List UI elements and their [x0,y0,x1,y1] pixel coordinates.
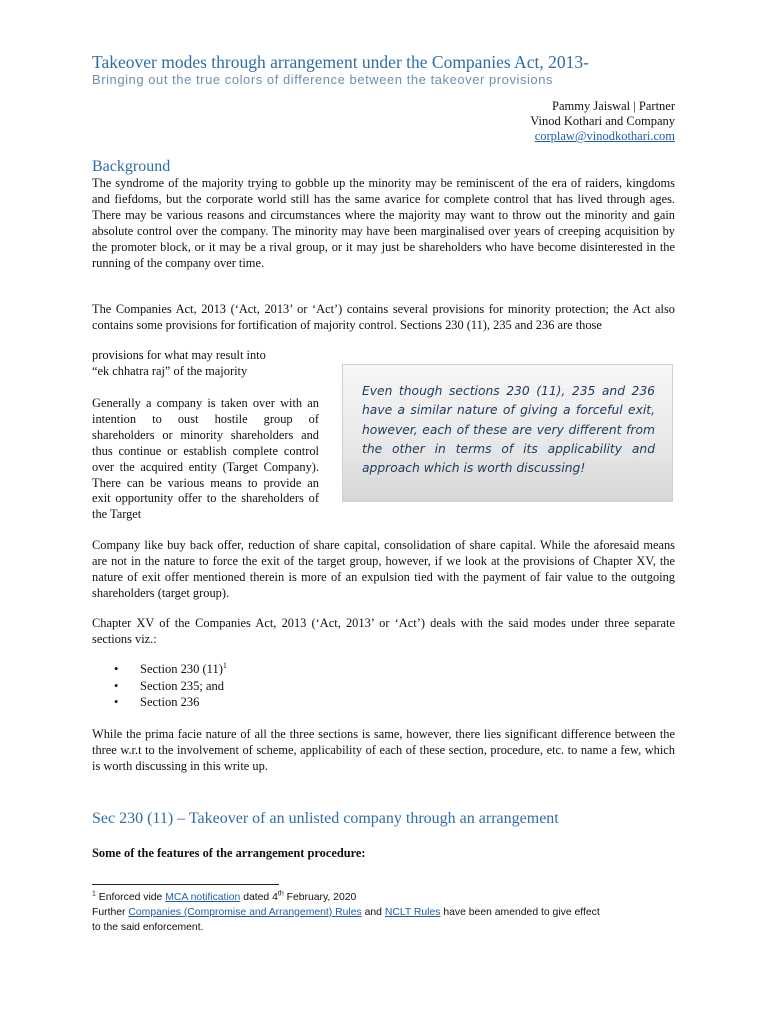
list-item-text: Section 236 [140,695,200,710]
author-firm: Vinod Kothari and Company [530,114,675,128]
sections-list [92,661,227,711]
background-paragraph-3-rest: Company like buy back offer, reduction of share capital, consolidation of share capital. While the aforesaid means are not in the nature to force the exit of the target group, however, if we look at the provisions of Chapter XV, the nature of exit offer mentioned therein is more of an expulsion tied with the payment of fair value to the outgoing shareholders (target group). [92,538,675,600]
background-paragraph-4: Chapter XV of the Companies Act, 2013 (‘Act, 2013’ or ‘Act’) deals with the said modes under three separate sections viz.: [92,616,675,646]
author-email-link[interactable]: corplaw@vinodkothari.com [534,129,675,143]
list-item-text: Section 230 (11) [140,662,223,676]
background-paragraph-2: The Companies Act, 2013 (‘Act, 2013’ or ‘Act’) contains several provisions for minority protection; the Act also contains some provisions for fortification of majority control. Sections 230 (11), 235 and 236 are those [92,302,675,332]
list-item [92,694,227,711]
document-subtitle: Bringing out the true colors of difference between the takeover provisions [92,72,554,87]
background-paragraph-2-line-4: provisions for what may result into [92,348,266,362]
footnote-divider [92,884,279,885]
bullet: • [114,695,119,710]
bullet: • [114,662,119,676]
footnote-line-2 [92,905,682,920]
compromise-rules-link[interactable]: Companies (Compromise and Arrangement) Rules [128,907,362,918]
callout-box [342,364,673,502]
background-paragraph-2-line-5: “ek chhatra raj” of the majority [92,364,248,378]
footnote-superscript: th [277,890,284,898]
background-paragraph-1: The syndrome of the majority trying to gobble up the minority may be reminiscent of the era of raiders, kingdoms and fiefdoms, but the corporate world still has the same avarice for complete control that has lived through ages. There may be various reasons and circumstances where the majority may want to throw out the minority and gain absolute control over the company. The minority may have been marginalised over years of creeping acquisition by the promoter block, or it may be a rival group, or it may just be shareholders who have become disinterested in the running of the company over time. [92,176,675,270]
author-block [530,99,675,144]
footnote-text: Enforced vide [98,892,166,903]
footnote-mark: 1 [92,890,96,898]
section-230-intro: Some of the features of the arrangement procedure: [92,846,366,860]
background-paragraph-5: While the prima facie nature of all the three sections is same, however, there lies significant difference between the three w.r.t to the involvement of scheme, applicability of each of these section, procedure, etc. to name a few, which is worth discussing in this write up. [92,727,675,773]
footnote-reference[interactable]: 1 [222,660,227,670]
footnote-line-1 [92,890,682,905]
bullet: • [114,678,119,693]
background-heading: Background [92,158,171,175]
list-item-text: Section 235; and [140,678,225,693]
section-230-heading: Sec 230 (11) – Takeover of an unlisted company through an arrangement [92,810,559,827]
footnote-text: Further [92,907,129,918]
document-title: Takeover modes through arrangement under the Companies Act, 2013- [92,52,589,72]
background-paragraph-3-side: Generally a company is taken over with an intention to oust hostile group of shareholders or minority shareholders and thus continue or establish complete control over the acquired entity (Target Company). There can be various means to provide an exit opportunity offer to the shareholders of the Target [92,396,319,522]
footnote-text: February, 2020 [283,892,357,903]
mca-notification-link[interactable]: MCA notification [165,892,241,903]
nclt-rules-link[interactable]: NCLT Rules [384,907,441,918]
list-item [92,678,227,695]
list-item [92,661,227,678]
footnote-text: have been amended to give effect [440,907,600,918]
footnote-text: and [361,907,385,918]
footnote-text: dated 4 [240,892,278,903]
author-name: Pammy Jaiswal | Partner [552,99,675,113]
footnote-line-3: to the said enforcement. [92,922,204,933]
callout-text: Even though sections 230 (11), 235 and 236 have a similar nature of giving a forceful exit, however, each of these are very different from the other in terms of its applicability and approach which is worth discussing! [362,384,655,476]
